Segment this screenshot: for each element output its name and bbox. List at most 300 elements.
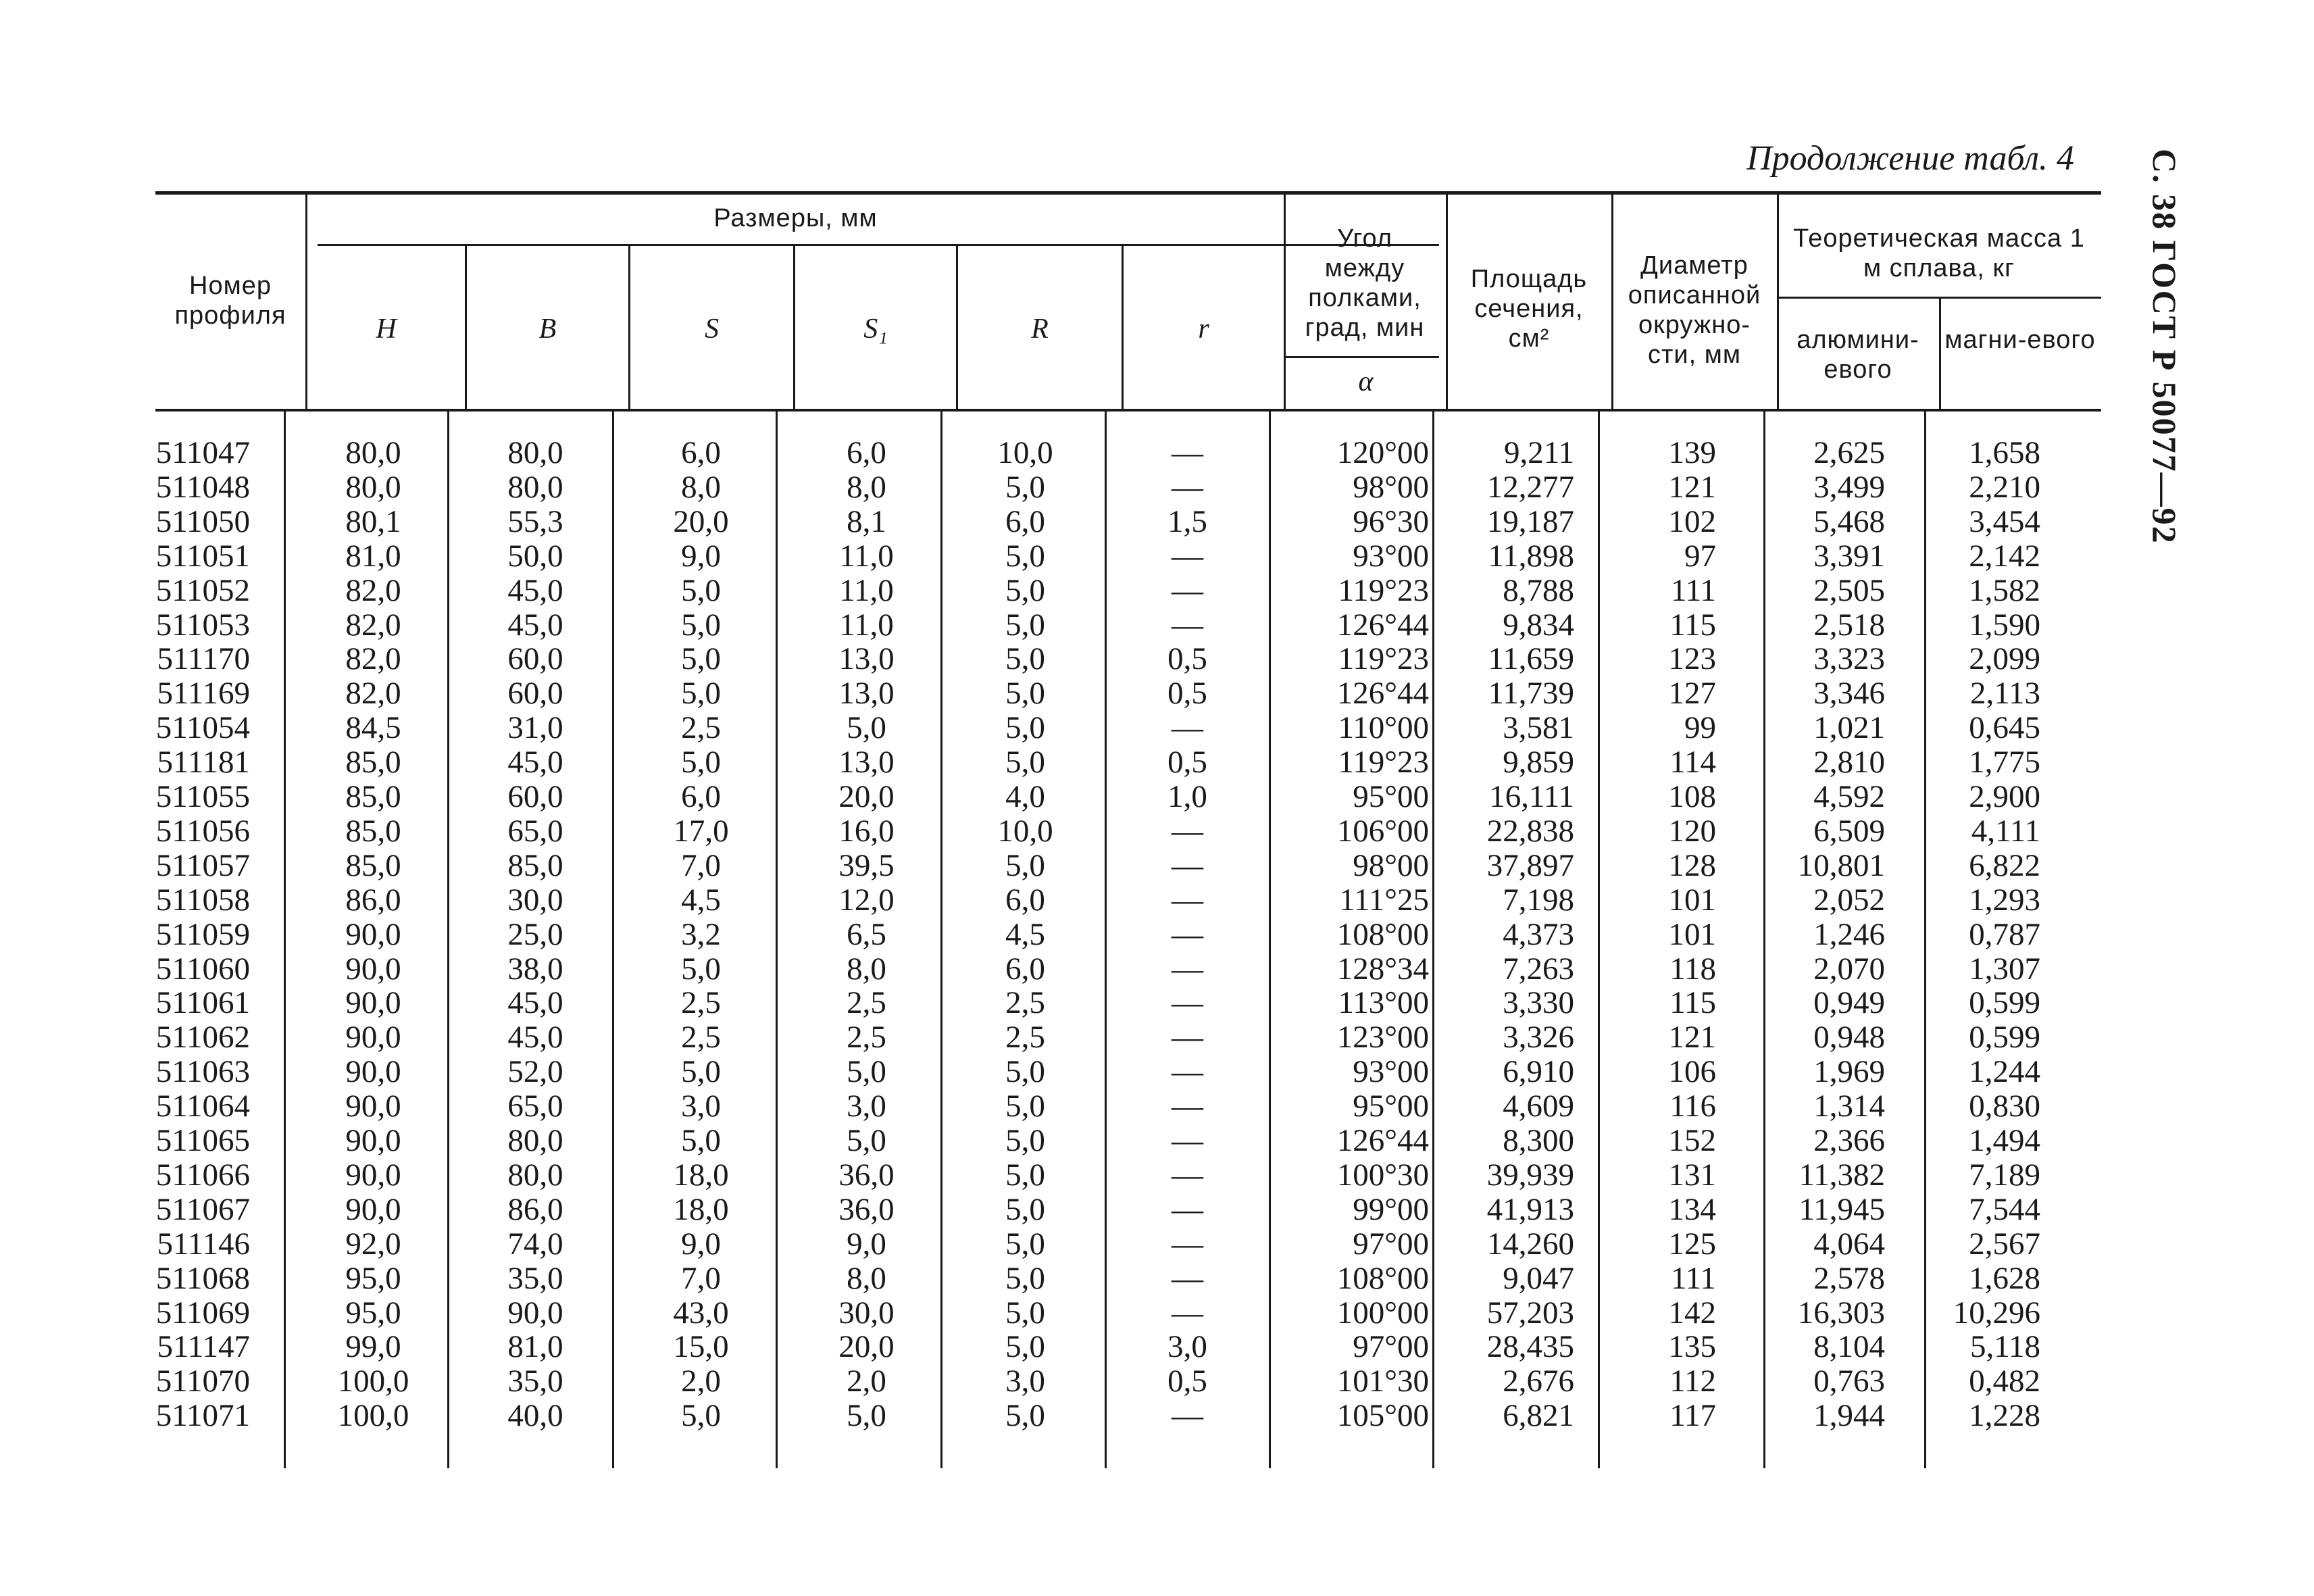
cell-S: 43,0 bbox=[673, 1295, 729, 1330]
cell-R: 5,0 bbox=[1005, 572, 1045, 608]
cell-R: 4,0 bbox=[1005, 779, 1045, 814]
cell-S1: 11,0 bbox=[839, 538, 894, 574]
cell-S: 5,0 bbox=[681, 676, 721, 712]
table-row bbox=[155, 676, 2101, 711]
cell-S: 2,0 bbox=[681, 1364, 721, 1399]
cell-profile-number: 511055 bbox=[155, 779, 250, 814]
cell-angle: 126°44 bbox=[1336, 676, 1429, 712]
cell-angle: 119°23 bbox=[1338, 641, 1429, 677]
cell-angle: 126°44 bbox=[1336, 607, 1429, 643]
cell-profile-number: 511065 bbox=[155, 1123, 250, 1158]
cell-aluminum-mass: 1,246 bbox=[1813, 916, 1885, 952]
cell-S1: 2,0 bbox=[847, 1364, 886, 1399]
cell-R: 5,0 bbox=[1005, 710, 1045, 746]
cell-angle: 100°30 bbox=[1336, 1157, 1429, 1193]
cell-B: 65,0 bbox=[507, 1089, 563, 1124]
cell-B: 86,0 bbox=[507, 1191, 563, 1227]
cell-r: 0,5 bbox=[1167, 676, 1207, 712]
angle-subrule bbox=[1284, 356, 1439, 358]
cell-H: 100,0 bbox=[337, 1364, 409, 1399]
cell-magnesium-mass: 1,228 bbox=[1969, 1398, 2040, 1434]
table-row bbox=[155, 814, 2101, 849]
cell-H: 100,0 bbox=[337, 1398, 409, 1434]
cell-area: 7,263 bbox=[1503, 951, 1574, 987]
header-angle: Угол между полками, град, мин bbox=[1305, 224, 1425, 342]
cell-S1: 16,0 bbox=[838, 813, 895, 849]
cell-R: 5,0 bbox=[1005, 1123, 1045, 1158]
cell-profile-number: 511069 bbox=[155, 1295, 250, 1330]
cell-profile-number: 511053 bbox=[155, 607, 250, 643]
table-row bbox=[155, 1055, 2101, 1089]
table-row bbox=[155, 918, 2101, 952]
cell-S: 4,5 bbox=[681, 882, 721, 918]
page-side-header: С. 38 ГОСТ Р 50077—92 bbox=[2146, 149, 2184, 545]
cell-r: 0,5 bbox=[1167, 745, 1207, 780]
cell-R: 10,0 bbox=[997, 813, 1053, 849]
cell-area: 4,373 bbox=[1503, 916, 1574, 952]
cell-H: 90,0 bbox=[345, 916, 401, 952]
cell-r: — bbox=[1172, 469, 1203, 505]
cell-angle: 93°00 bbox=[1353, 538, 1429, 574]
cell-r: — bbox=[1172, 985, 1203, 1021]
cell-H: 90,0 bbox=[345, 985, 401, 1021]
table-row bbox=[155, 539, 2101, 574]
cell-S: 7,0 bbox=[681, 1260, 721, 1296]
header-aluminum: алюмини-евого bbox=[1796, 326, 1919, 384]
cell-magnesium-mass: 10,296 bbox=[1953, 1295, 2040, 1330]
cell-aluminum-mass: 2,625 bbox=[1813, 435, 1885, 470]
col-divider bbox=[1939, 298, 1941, 409]
cell-area: 19,187 bbox=[1486, 503, 1574, 539]
cell-S1: 13,0 bbox=[838, 745, 895, 780]
cell-r: — bbox=[1172, 1123, 1203, 1158]
cell-diameter: 128 bbox=[1668, 847, 1716, 883]
cell-area: 3,581 bbox=[1503, 710, 1574, 746]
cell-aluminum-mass: 3,323 bbox=[1813, 641, 1885, 677]
cell-angle: 97°00 bbox=[1353, 1329, 1429, 1365]
cell-magnesium-mass: 0,599 bbox=[1969, 985, 2040, 1021]
cell-H: 85,0 bbox=[345, 813, 401, 849]
cell-B: 80,0 bbox=[507, 1157, 563, 1193]
cell-B: 80,0 bbox=[507, 469, 563, 505]
cell-r: — bbox=[1172, 607, 1203, 643]
cell-R: 10,0 bbox=[997, 435, 1053, 470]
table-row bbox=[155, 849, 2101, 883]
cell-H: 84,5 bbox=[345, 710, 401, 746]
cell-S1: 12,0 bbox=[838, 882, 895, 918]
cell-angle: 106°00 bbox=[1336, 813, 1429, 849]
cell-area: 8,300 bbox=[1503, 1123, 1574, 1158]
cell-area: 9,211 bbox=[1503, 435, 1574, 470]
cell-area: 9,834 bbox=[1503, 607, 1574, 643]
cell-diameter: 102 bbox=[1668, 503, 1716, 539]
cell-R: 5,0 bbox=[1005, 1226, 1045, 1262]
cell-H: 80,0 bbox=[345, 435, 401, 470]
cell-magnesium-mass: 4,111 bbox=[1971, 813, 2040, 849]
cell-profile-number: 511061 bbox=[155, 985, 250, 1021]
cell-profile-number: 511146 bbox=[157, 1226, 250, 1262]
cell-B: 31,0 bbox=[507, 710, 563, 746]
cell-profile-number: 511064 bbox=[155, 1089, 250, 1124]
cell-aluminum-mass: 10,801 bbox=[1797, 847, 1885, 883]
table-row bbox=[155, 1158, 2101, 1193]
table-row bbox=[155, 780, 2101, 814]
cell-diameter: 115 bbox=[1669, 985, 1716, 1021]
table-row bbox=[155, 1227, 2101, 1262]
cell-S1: 13,0 bbox=[838, 676, 895, 712]
cell-aluminum-mass: 2,578 bbox=[1813, 1260, 1885, 1296]
cell-S1: 2,5 bbox=[847, 985, 886, 1021]
cell-aluminum-mass: 4,064 bbox=[1813, 1226, 1885, 1262]
cell-aluminum-mass: 1,969 bbox=[1813, 1054, 1885, 1090]
cell-S1: 8,0 bbox=[847, 469, 886, 505]
cell-angle: 96°30 bbox=[1353, 503, 1429, 539]
cell-area: 3,330 bbox=[1503, 985, 1574, 1021]
cell-profile-number: 511147 bbox=[157, 1329, 250, 1365]
cell-B: 45,0 bbox=[507, 1020, 563, 1055]
cell-r: — bbox=[1172, 847, 1203, 883]
cell-S1: 13,0 bbox=[838, 641, 895, 677]
cell-profile-number: 511051 bbox=[155, 538, 250, 574]
cell-magnesium-mass: 0,787 bbox=[1969, 916, 2040, 952]
cell-angle: 126°44 bbox=[1336, 1123, 1429, 1158]
cell-angle: 108°00 bbox=[1336, 916, 1429, 952]
table-row bbox=[155, 1399, 2101, 1433]
cell-S1: 20,0 bbox=[838, 1329, 895, 1365]
cell-profile-number: 511062 bbox=[155, 1020, 250, 1055]
cell-r: 1,5 bbox=[1167, 503, 1207, 539]
cell-area: 2,676 bbox=[1503, 1364, 1574, 1399]
cell-profile-number: 511181 bbox=[157, 745, 250, 780]
cell-magnesium-mass: 0,830 bbox=[1969, 1089, 2040, 1124]
cell-angle: 97°00 bbox=[1353, 1226, 1429, 1262]
cell-magnesium-mass: 1,293 bbox=[1969, 882, 2040, 918]
header-B: B bbox=[538, 314, 557, 345]
cell-S1: 5,0 bbox=[847, 1123, 886, 1158]
header-r: r bbox=[1198, 314, 1209, 345]
cell-area: 12,277 bbox=[1486, 469, 1574, 505]
cell-angle: 108°00 bbox=[1336, 1260, 1429, 1296]
cell-H: 90,0 bbox=[345, 1089, 401, 1124]
cell-r: — bbox=[1172, 882, 1203, 918]
cell-H: 82,0 bbox=[345, 607, 401, 643]
cell-area: 9,859 bbox=[1503, 745, 1574, 780]
cell-magnesium-mass: 1,582 bbox=[1969, 572, 2040, 608]
cell-H: 85,0 bbox=[345, 745, 401, 780]
cell-S: 8,0 bbox=[681, 469, 721, 505]
cell-H: 90,0 bbox=[345, 1191, 401, 1227]
cell-area: 11,898 bbox=[1488, 538, 1574, 574]
cell-diameter: 134 bbox=[1668, 1191, 1716, 1227]
cell-magnesium-mass: 0,482 bbox=[1969, 1364, 2040, 1399]
cell-S: 2,5 bbox=[681, 985, 721, 1021]
cell-diameter: 127 bbox=[1668, 676, 1716, 712]
cell-H: 90,0 bbox=[345, 951, 401, 987]
cell-magnesium-mass: 1,590 bbox=[1969, 607, 2040, 643]
table-row bbox=[155, 952, 2101, 987]
cell-S: 15,0 bbox=[673, 1329, 729, 1365]
cell-B: 55,3 bbox=[507, 503, 563, 539]
cell-B: 35,0 bbox=[507, 1364, 563, 1399]
cell-angle: 123°00 bbox=[1336, 1020, 1429, 1055]
cell-magnesium-mass: 1,307 bbox=[1969, 951, 2040, 987]
header-profile-number: Номер профиля bbox=[174, 272, 286, 330]
header-S1: S₁ bbox=[863, 314, 888, 345]
cell-B: 45,0 bbox=[507, 607, 563, 643]
cell-R: 5,0 bbox=[1005, 469, 1045, 505]
cell-B: 45,0 bbox=[507, 572, 563, 608]
cell-profile-number: 511060 bbox=[155, 951, 250, 987]
cell-profile-number: 511170 bbox=[157, 641, 250, 677]
cell-r: 1,0 bbox=[1167, 779, 1207, 814]
table-row bbox=[155, 1124, 2101, 1158]
cell-diameter: 121 bbox=[1668, 1020, 1716, 1055]
cell-R: 5,0 bbox=[1005, 745, 1045, 780]
cell-aluminum-mass: 2,518 bbox=[1813, 607, 1885, 643]
cell-diameter: 99 bbox=[1684, 710, 1716, 746]
header-area: Площадь сечения, см² bbox=[1470, 265, 1588, 353]
cell-B: 40,0 bbox=[507, 1398, 563, 1434]
cell-profile-number: 511063 bbox=[155, 1054, 250, 1090]
cell-H: 99,0 bbox=[345, 1329, 401, 1365]
cell-H: 81,0 bbox=[345, 538, 401, 574]
cell-diameter: 121 bbox=[1668, 469, 1716, 505]
cell-area: 57,203 bbox=[1486, 1295, 1574, 1330]
cell-H: 82,0 bbox=[345, 572, 401, 608]
cell-S1: 9,0 bbox=[847, 1226, 886, 1262]
cell-r: — bbox=[1172, 435, 1203, 470]
cell-angle: 101°30 bbox=[1336, 1364, 1429, 1399]
table-row bbox=[155, 883, 2101, 918]
cell-aluminum-mass: 2,052 bbox=[1813, 882, 1885, 918]
cell-area: 37,897 bbox=[1486, 847, 1574, 883]
cell-aluminum-mass: 5,468 bbox=[1813, 503, 1885, 539]
cell-angle: 95°00 bbox=[1353, 1089, 1429, 1124]
cell-diameter: 97 bbox=[1684, 538, 1716, 574]
cell-diameter: 106 bbox=[1668, 1054, 1716, 1090]
cell-aluminum-mass: 1,314 bbox=[1813, 1089, 1885, 1124]
cell-diameter: 112 bbox=[1669, 1364, 1716, 1399]
cell-diameter: 142 bbox=[1668, 1295, 1716, 1330]
cell-aluminum-mass: 2,070 bbox=[1813, 951, 1885, 987]
cell-magnesium-mass: 6,822 bbox=[1969, 847, 2040, 883]
cell-angle: 128°34 bbox=[1336, 951, 1429, 987]
cell-H: 90,0 bbox=[345, 1054, 401, 1090]
cell-aluminum-mass: 2,505 bbox=[1813, 572, 1885, 608]
cell-area: 41,913 bbox=[1486, 1191, 1574, 1227]
cell-diameter: 125 bbox=[1668, 1226, 1716, 1262]
cell-R: 6,0 bbox=[1005, 503, 1045, 539]
cell-S1: 6,0 bbox=[847, 435, 886, 470]
top-rule bbox=[155, 191, 2101, 195]
header-diameter: Диаметр описанной окружно-сти, мм bbox=[1628, 251, 1761, 369]
cell-diameter: 115 bbox=[1669, 607, 1716, 643]
cell-profile-number: 511068 bbox=[155, 1260, 250, 1296]
cell-S: 5,0 bbox=[681, 951, 721, 987]
cell-magnesium-mass: 0,645 bbox=[1969, 710, 2040, 746]
cell-aluminum-mass: 1,021 bbox=[1813, 710, 1885, 746]
header-S: S bbox=[705, 314, 719, 345]
table-row bbox=[155, 1089, 2101, 1124]
cell-S1: 2,5 bbox=[847, 1020, 886, 1055]
cell-R: 4,5 bbox=[1005, 916, 1045, 952]
col-divider bbox=[1446, 191, 1448, 409]
cell-diameter: 117 bbox=[1669, 1398, 1716, 1434]
cell-area: 4,609 bbox=[1503, 1089, 1574, 1124]
cell-area: 39,939 bbox=[1486, 1157, 1574, 1193]
cell-angle: 93°00 bbox=[1353, 1054, 1429, 1090]
cell-diameter: 111 bbox=[1670, 1260, 1716, 1296]
table-row bbox=[155, 1330, 2101, 1364]
cell-magnesium-mass: 2,567 bbox=[1969, 1226, 2040, 1262]
cell-profile-number: 511169 bbox=[157, 676, 250, 712]
cell-diameter: 139 bbox=[1668, 435, 1716, 470]
cell-profile-number: 511048 bbox=[155, 469, 250, 505]
cell-B: 52,0 bbox=[507, 1054, 563, 1090]
cell-area: 7,198 bbox=[1503, 882, 1574, 918]
cell-diameter: 114 bbox=[1669, 745, 1716, 780]
cell-profile-number: 511054 bbox=[155, 710, 250, 746]
table-row bbox=[155, 642, 2101, 676]
cell-profile-number: 511047 bbox=[155, 435, 250, 470]
cell-magnesium-mass: 1,244 bbox=[1969, 1054, 2040, 1090]
cell-S1: 5,0 bbox=[847, 1054, 886, 1090]
cell-aluminum-mass: 16,303 bbox=[1797, 1295, 1885, 1330]
cell-diameter: 101 bbox=[1668, 882, 1716, 918]
cell-angle: 113°00 bbox=[1338, 985, 1429, 1021]
cell-B: 50,0 bbox=[507, 538, 563, 574]
cell-angle: 100°00 bbox=[1336, 1295, 1429, 1330]
cell-angle: 99°00 bbox=[1353, 1191, 1429, 1227]
cell-angle: 120°00 bbox=[1336, 435, 1429, 470]
table-row bbox=[155, 1296, 2101, 1330]
cell-R: 6,0 bbox=[1005, 951, 1045, 987]
cell-diameter: 111 bbox=[1670, 572, 1716, 608]
cell-R: 5,0 bbox=[1005, 1329, 1045, 1365]
cell-S1: 8,0 bbox=[847, 1260, 886, 1296]
table-row bbox=[155, 1020, 2101, 1055]
table-caption: Продолжение табл. 4 bbox=[1746, 139, 2074, 178]
cell-R: 2,5 bbox=[1005, 985, 1045, 1021]
cell-B: 38,0 bbox=[507, 951, 563, 987]
table-row bbox=[155, 1193, 2101, 1227]
cell-diameter: 131 bbox=[1668, 1157, 1716, 1193]
cell-H: 82,0 bbox=[345, 641, 401, 677]
cell-S: 9,0 bbox=[681, 538, 721, 574]
cell-R: 5,0 bbox=[1005, 1054, 1045, 1090]
cell-magnesium-mass: 3,454 bbox=[1969, 503, 2040, 539]
cell-area: 8,788 bbox=[1503, 572, 1574, 608]
profile-table bbox=[155, 191, 2101, 1468]
cell-aluminum-mass: 4,592 bbox=[1813, 779, 1885, 814]
cell-area: 14,260 bbox=[1486, 1226, 1574, 1262]
cell-H: 80,0 bbox=[345, 469, 401, 505]
cell-r: — bbox=[1172, 1191, 1203, 1227]
cell-aluminum-mass: 3,346 bbox=[1813, 676, 1885, 712]
cell-area: 16,111 bbox=[1489, 779, 1574, 814]
header-dimensions: Размеры, мм bbox=[713, 204, 878, 232]
cell-B: 45,0 bbox=[507, 985, 563, 1021]
cell-B: 60,0 bbox=[507, 779, 563, 814]
cell-magnesium-mass: 1,658 bbox=[1969, 435, 2040, 470]
cell-S1: 6,5 bbox=[847, 916, 886, 952]
cell-profile-number: 511058 bbox=[155, 882, 250, 918]
cell-r: 3,0 bbox=[1167, 1329, 1207, 1365]
cell-H: 85,0 bbox=[345, 779, 401, 814]
header-mass: Теоретическая масса 1 м сплава, кг bbox=[1793, 224, 2085, 282]
cell-R: 5,0 bbox=[1005, 1260, 1045, 1296]
cell-r: — bbox=[1172, 1089, 1203, 1124]
cell-diameter: 120 bbox=[1668, 813, 1716, 849]
cell-S: 5,0 bbox=[681, 1398, 721, 1434]
cell-r: 0,5 bbox=[1167, 1364, 1207, 1399]
cell-B: 81,0 bbox=[507, 1329, 563, 1365]
cell-B: 65,0 bbox=[507, 813, 563, 849]
cell-magnesium-mass: 5,118 bbox=[1969, 1329, 2040, 1365]
cell-S1: 3,0 bbox=[847, 1089, 886, 1124]
cell-diameter: 108 bbox=[1668, 779, 1716, 814]
cell-H: 82,0 bbox=[345, 676, 401, 712]
cell-profile-number: 511056 bbox=[155, 813, 250, 849]
cell-r: — bbox=[1172, 1054, 1203, 1090]
col-divider bbox=[1777, 191, 1779, 409]
cell-area: 6,910 bbox=[1503, 1054, 1574, 1090]
cell-magnesium-mass: 7,189 bbox=[1969, 1157, 2040, 1193]
table-row bbox=[155, 986, 2101, 1020]
header-R: R bbox=[1031, 314, 1049, 345]
cell-S: 18,0 bbox=[673, 1191, 729, 1227]
cell-area: 11,659 bbox=[1488, 641, 1574, 677]
cell-H: 86,0 bbox=[345, 882, 401, 918]
cell-magnesium-mass: 2,900 bbox=[1969, 779, 2040, 814]
cell-r: — bbox=[1172, 572, 1203, 608]
dimensions-subrule bbox=[318, 244, 1439, 246]
cell-angle: 105°00 bbox=[1336, 1398, 1429, 1434]
cell-R: 2,5 bbox=[1005, 1020, 1045, 1055]
table-row bbox=[155, 1262, 2101, 1296]
cell-R: 5,0 bbox=[1005, 847, 1045, 883]
cell-S1: 11,0 bbox=[839, 607, 894, 643]
cell-area: 6,821 bbox=[1503, 1398, 1574, 1434]
cell-B: 90,0 bbox=[507, 1295, 563, 1330]
cell-area: 11,739 bbox=[1488, 676, 1574, 712]
cell-aluminum-mass: 6,509 bbox=[1813, 813, 1885, 849]
cell-r: — bbox=[1172, 710, 1203, 746]
cell-area: 22,838 bbox=[1486, 813, 1574, 849]
col-divider bbox=[1611, 191, 1613, 409]
cell-B: 74,0 bbox=[507, 1226, 563, 1262]
cell-aluminum-mass: 2,810 bbox=[1813, 745, 1885, 780]
table-row bbox=[155, 436, 2101, 470]
cell-diameter: 123 bbox=[1668, 641, 1716, 677]
header-H: H bbox=[376, 314, 397, 345]
cell-R: 5,0 bbox=[1005, 1157, 1045, 1193]
cell-S: 6,0 bbox=[681, 435, 721, 470]
cell-R: 5,0 bbox=[1005, 1089, 1045, 1124]
cell-S1: 11,0 bbox=[839, 572, 894, 608]
cell-r: — bbox=[1172, 538, 1203, 574]
cell-profile-number: 511057 bbox=[155, 847, 250, 883]
cell-aluminum-mass: 3,499 bbox=[1813, 469, 1885, 505]
cell-profile-number: 511050 bbox=[155, 503, 250, 539]
cell-profile-number: 511070 bbox=[155, 1364, 250, 1399]
cell-H: 90,0 bbox=[345, 1123, 401, 1158]
cell-S1: 20,0 bbox=[838, 779, 895, 814]
cell-aluminum-mass: 3,391 bbox=[1813, 538, 1885, 574]
cell-H: 80,1 bbox=[345, 503, 401, 539]
cell-magnesium-mass: 1,494 bbox=[1969, 1123, 2040, 1158]
cell-S: 5,0 bbox=[681, 572, 721, 608]
